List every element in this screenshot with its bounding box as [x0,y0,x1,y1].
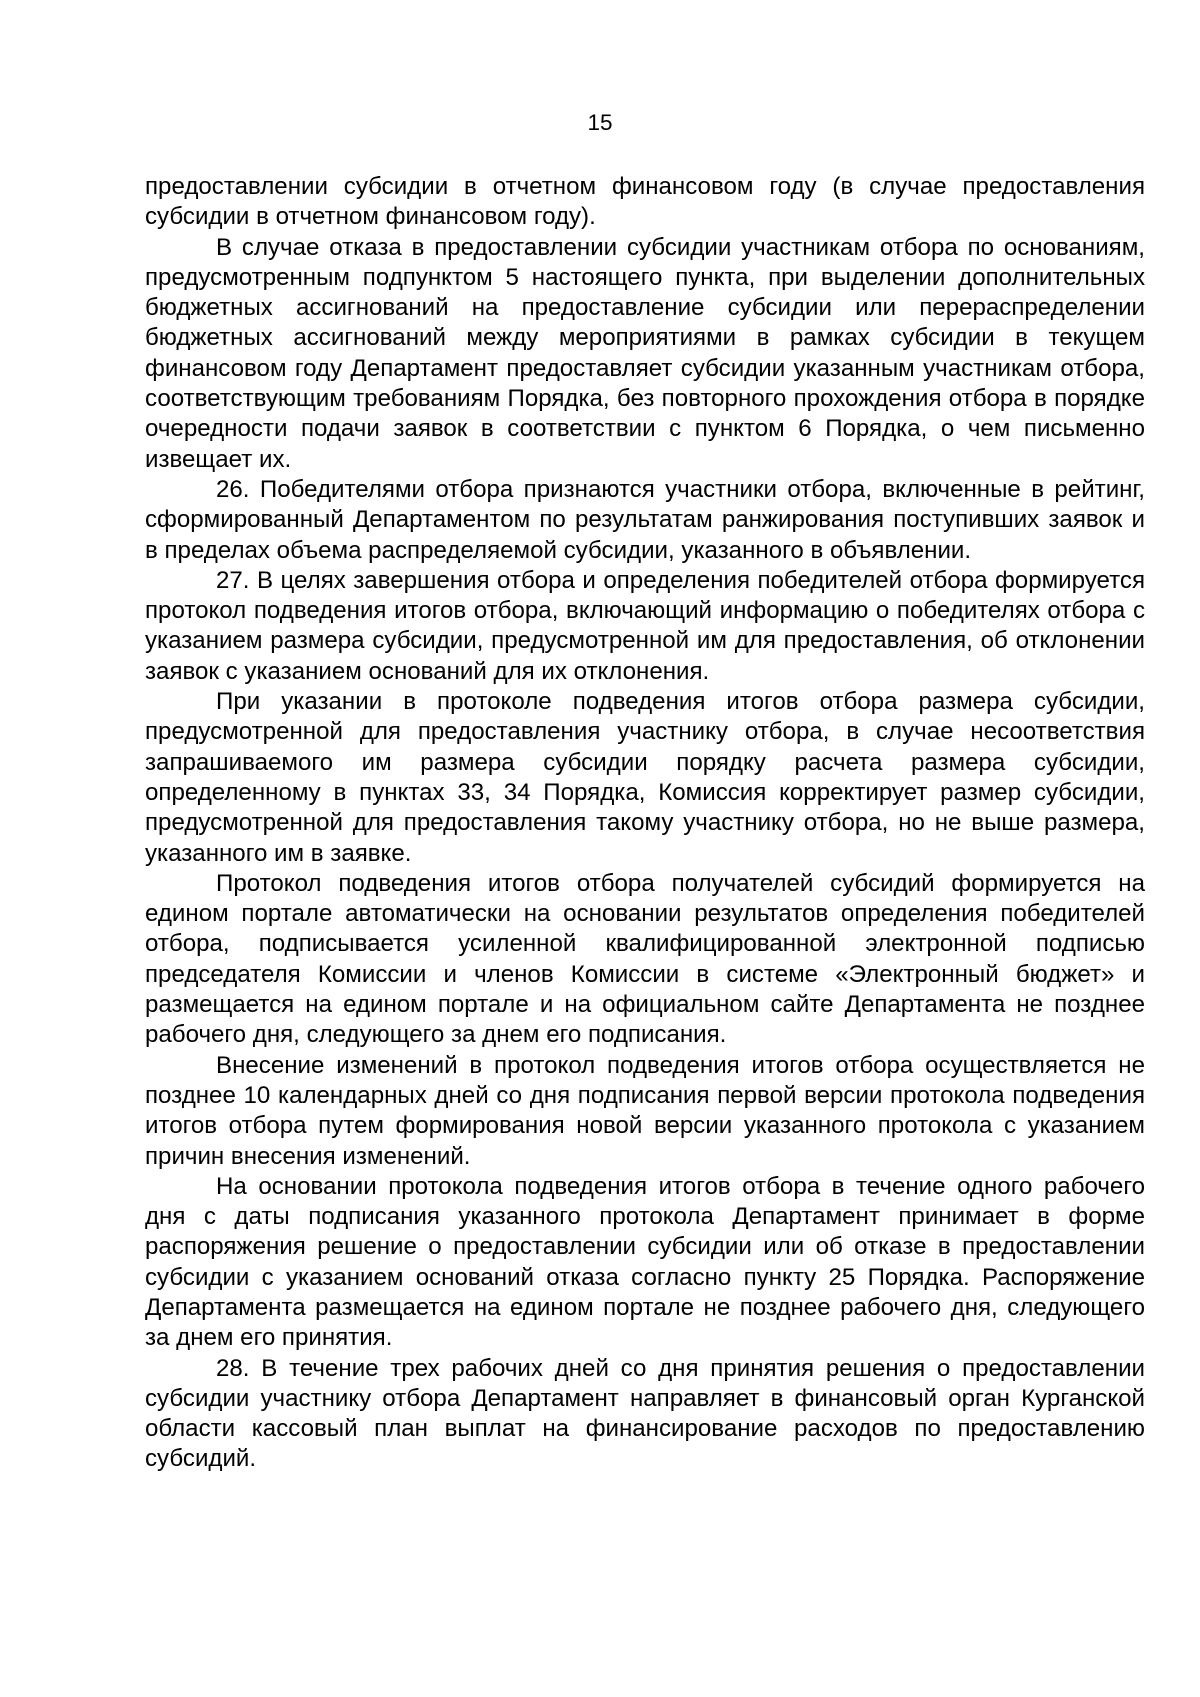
paragraph-decision: На основании протокола подведения итогов отбора в течение одного рабочего дня с даты подписания указанного протокола Департамент принимает в форме распоряжения решение о предоставлении субсидии или об отказе в предоставлении субсидии с указанием оснований отказа согласно пункту 25 Порядка. Распоряжение Департамента размещается на едином портале не позднее рабочего дня, следующего за днем его принятия. [145,1172,1145,1352]
paragraph-refusal-case: В случае отказа в предоставлении субсидии участникам отбора по основаниям, предусмотренным подпунктом 5 настоящего пункта, при выделении дополнительных бюджетных ассигнований на предоставление субсидии или перераспределении бюджетных ассигнований между мероприятиями в рамках субсидии в текущем финансовом году Департамент предоставляет субсидии указанным участникам отбора, соответствующим требованиям Порядка, без повторного прохождения отбора в порядке очередности подачи заявок в соответствии с пунктом 6 Порядка, о чем письменно извещает их. [145,233,1145,473]
paragraph-continuation: предоставлении субсидии в отчетном финансовом году (в случае предоставления субсидии в отчетном финансовом году). [145,173,1145,231]
page-number: 15 [587,110,613,135]
paragraph-item-27: 27. В целях завершения отбора и определения победителей отбора формируется протокол подведения итогов отбора, включающий информацию о победителях отбора с указанием размера субсидии, предусмотренной им для предоставления, об отклонении заявок с указанием оснований для их отклонения. [145,566,1145,685]
paragraph-item-26: 26. Победителями отбора признаются участники отбора, включенные в рейтинг, сформированный Департаментом по результатам ранжирования поступивших заявок и в пределах объема распределяемой субсидии, указанного в объявлении. [145,475,1145,564]
paragraph-subsidy-size: При указании в протоколе подведения итогов отбора размера субсидии, предусмотренной для предоставления участнику отбора, в случае несоответствия запрашиваемого им размера субсидии порядку расчета размера субсидии, определенному в пунктах 33, 34 Порядка, Комиссия корректирует размер субсидии, предусмотренной для предоставления такому участнику отбора, но не выше размера, указанного им в заявке. [145,688,1145,867]
paragraph-item-28: 28. В течение трех рабочих дней со дня принятия решения о предоставлении субсидии участнику отбора Департамент направляет в финансовый орган Курганской области кассовый план выплат на финансирование расходов по предоставлению субсидий. [145,1354,1145,1473]
paragraph-protocol-changes: Внесение изменений в протокол подведения итогов отбора осуществляется не позднее 10 календарных дней со дня подписания первой версии протокола подведения итогов отбора путем формирования новой версии указанного протокола с указанием причин внесения изменений. [145,1051,1145,1170]
paragraph-protocol-formation: Протокол подведения итогов отбора получателей субсидий формируется на едином портале автоматически на основании результатов определения победителей отбора, подписывается усиленной квалифицированной электронной подписью председателя Комиссии и членов Комиссии в системе «Электронный бюджет» и размещается на едином портале и на официальном сайте Департамента не позднее рабочего дня, следующего за днем его подписания. [145,869,1145,1049]
document-body [145,172,1145,1475]
